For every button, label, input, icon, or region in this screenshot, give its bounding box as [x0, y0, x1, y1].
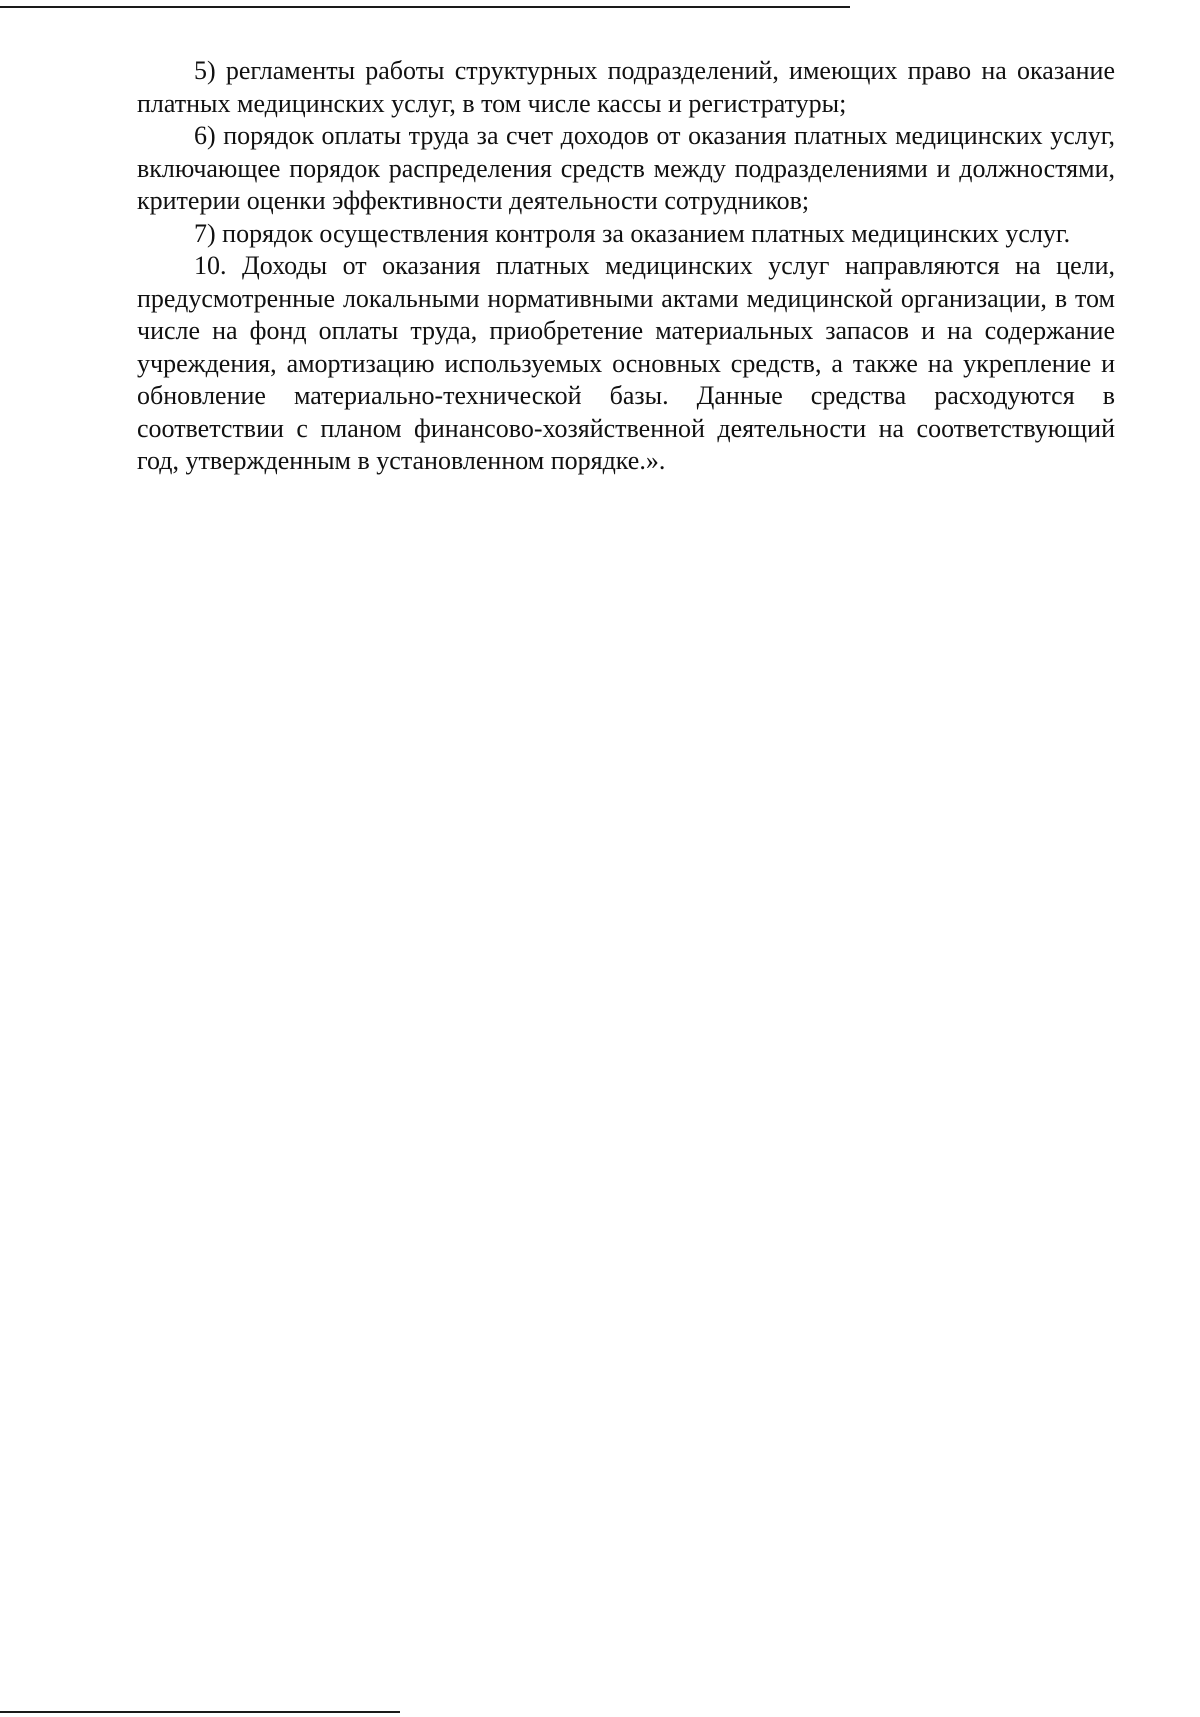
paragraph-10: 10. Доходы от оказания платных медицинских услуг направляются на цели, предусмотренные локальными нормативными актами медицинской организации, в том числе на фонд оплаты труда, приобретение материальных запасов и на содержание учреждения, амортизацию используемых основных средств, а также на укрепление и обновление материально-технической базы. Данные средства расходуются в соответствии с планом финансово-хозяйственной деятельности на соответствующий год, утвержденным в установленном порядке.».	[137, 251, 1115, 475]
paragraph-item-5: 5) регламенты работы структурных подразделений, имеющих право на оказание платных медицинских услуг, в том числе кассы и регистратуры;	[137, 56, 1115, 118]
document-body	[137, 55, 1115, 478]
bottom-divider	[0, 1711, 400, 1713]
paragraph-item-6: 6) порядок оплаты труда за счет доходов от оказания платных медицинских услуг, включающее порядок распределения средств между подразделениями и должностями, критерии оценки эффективности деятельности сотрудников;	[137, 121, 1115, 215]
paragraph-item-7: 7) порядок осуществления контроля за оказанием платных медицинских услуг.	[194, 218, 1071, 248]
top-divider	[0, 6, 850, 8]
